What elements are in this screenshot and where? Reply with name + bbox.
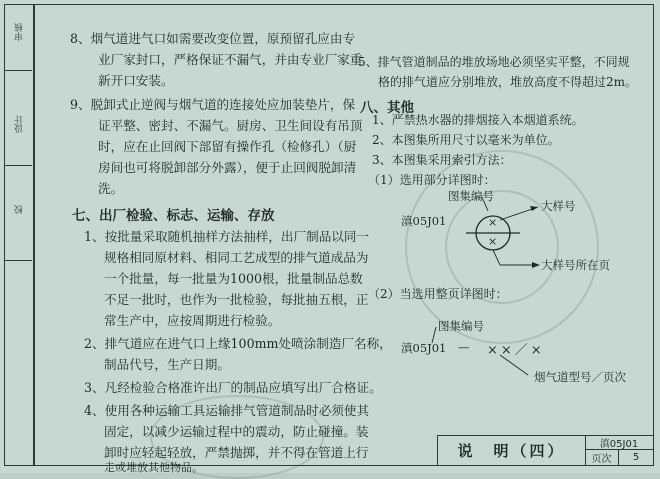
index-method-1-label: （1）选用部分详图时： <box>368 173 496 187</box>
sidebar-divider <box>5 70 32 71</box>
title-block-page-label: 页次 <box>585 450 619 465</box>
section-7-item-4-line-4: 走或堆放其他物品。 <box>104 461 203 474</box>
sidebar-text-proof: 校 <box>15 205 25 214</box>
sidebar-divider <box>5 165 32 166</box>
sidebar-signature-strip <box>4 4 34 466</box>
diagram1-page-label: 大样号所在页 <box>541 258 610 272</box>
section-7-item-4-line-1: 4、使用各种运输工具运输排气管道制品时必须使其 <box>84 403 370 418</box>
diagram1-atlas-label: 图集编号 <box>448 189 494 203</box>
item-9-line-4: 房间也可将脱卸部分外露），便于止回阀脱卸清 <box>98 160 357 175</box>
item-9-line-3: 时，应在止回阀下部留有操作孔（检修孔）（厨 <box>98 139 357 154</box>
item-8-line-2: 业厂家封口，严格保证不漏气，并由专业厂家重 <box>98 52 363 67</box>
section-7-item-1-line-4: 不足一批时，也作为一批检验，每批抽五根，正 <box>104 292 369 307</box>
section-7-item-1-line-5: 常生产中，应按周期进行检验。 <box>104 313 281 328</box>
diagram1-atlas-code: 滇05J01 <box>401 214 447 228</box>
item-9-line-1: 9、脱卸式止逆阀与烟气道的连接处应加装垫片，保 <box>70 97 356 112</box>
section-8-item-3: 3、本图集采用索引方法： <box>372 153 512 167</box>
item-9-line-5: 洗。 <box>98 181 124 196</box>
leader-type <box>500 355 528 375</box>
diagram2-atlas-label: 图集编号 <box>438 319 484 333</box>
section-7-heading: 七、出厂检验、标志、运输、存放 <box>72 208 275 224</box>
diagram2-dash: — <box>458 340 470 354</box>
diagram1-detail-label: 大样号 <box>541 199 576 213</box>
item-5-line-2: 格的排气道应分别堆放，堆放高度不得超过2m。 <box>378 75 638 89</box>
sidebar-text-review: 审核 <box>15 23 25 41</box>
diagram2-type-label: 烟气道型号／页次 <box>534 370 626 384</box>
index-method-2-label: （2）当选用整页详图时： <box>368 287 508 301</box>
section-8-heading: 八、其他 <box>360 100 414 116</box>
sheet-title: 说 明（四） <box>438 436 586 465</box>
title-block-atlas-code: 滇05J01 <box>585 436 653 450</box>
item-8-line-1: 8、烟气道进气口如需要改变位置，原预留孔应由专 <box>70 31 356 46</box>
item-5-line-1: 5、排气管道制品的堆放场地必须坚实平整，不同规 <box>358 55 630 69</box>
section-8-item-2: 2、本图集所用尺寸以毫米为单位。 <box>372 133 560 147</box>
arrowhead-detail <box>530 206 538 211</box>
section-7-item-1-line-1: 1、按批量采取随机抽样方法抽样，出厂制品以同一 <box>84 229 370 244</box>
diagram1-symbol-top: × <box>488 216 498 229</box>
arrowhead-page <box>532 262 540 268</box>
section-7-item-1-line-2: 规格相同原材料、相同工艺成型的排气道成品为 <box>104 250 369 265</box>
sidebar-text-design: 设计 <box>15 115 25 133</box>
diagram1-symbol-bottom: × <box>488 235 498 248</box>
item-9-line-2: 证平整、密封、不漏气。厨房、卫生间设有吊顶 <box>98 118 363 133</box>
diagram2-atlas-code: 滇05J01 <box>401 341 447 355</box>
title-block <box>437 435 654 466</box>
section-7-item-2-line-1: 2、排气道应在进气口上缘100mm处喷涂制造厂名称， <box>84 336 392 351</box>
section-7-item-2-line-2: 制品代号，生产日期。 <box>104 357 230 372</box>
section-7-item-3-line-1: 3、凡经检验合格准许出厂的制品应填写出厂合格证。 <box>84 380 382 395</box>
title-block-page-number: 5 <box>632 452 640 463</box>
leader-page <box>493 250 500 265</box>
diagram2-code: ××／× <box>487 343 545 358</box>
section-7-item-4-line-3: 卸时应轻起轻放，严禁抛掷，并不得在管道上行 <box>104 445 369 460</box>
sidebar-divider <box>5 260 32 261</box>
section-7-item-4-line-2: 固定，以减少运输过程中的震动，防止碰撞。装 <box>104 424 369 439</box>
section-8-item-1: 1、严禁热水器的排烟接入本烟道系统。 <box>372 113 584 127</box>
item-8-line-3: 新开口安装。 <box>98 73 174 88</box>
section-7-item-1-line-3: 一个批量，每一批量为1000根，批量制品总数 <box>104 271 363 286</box>
